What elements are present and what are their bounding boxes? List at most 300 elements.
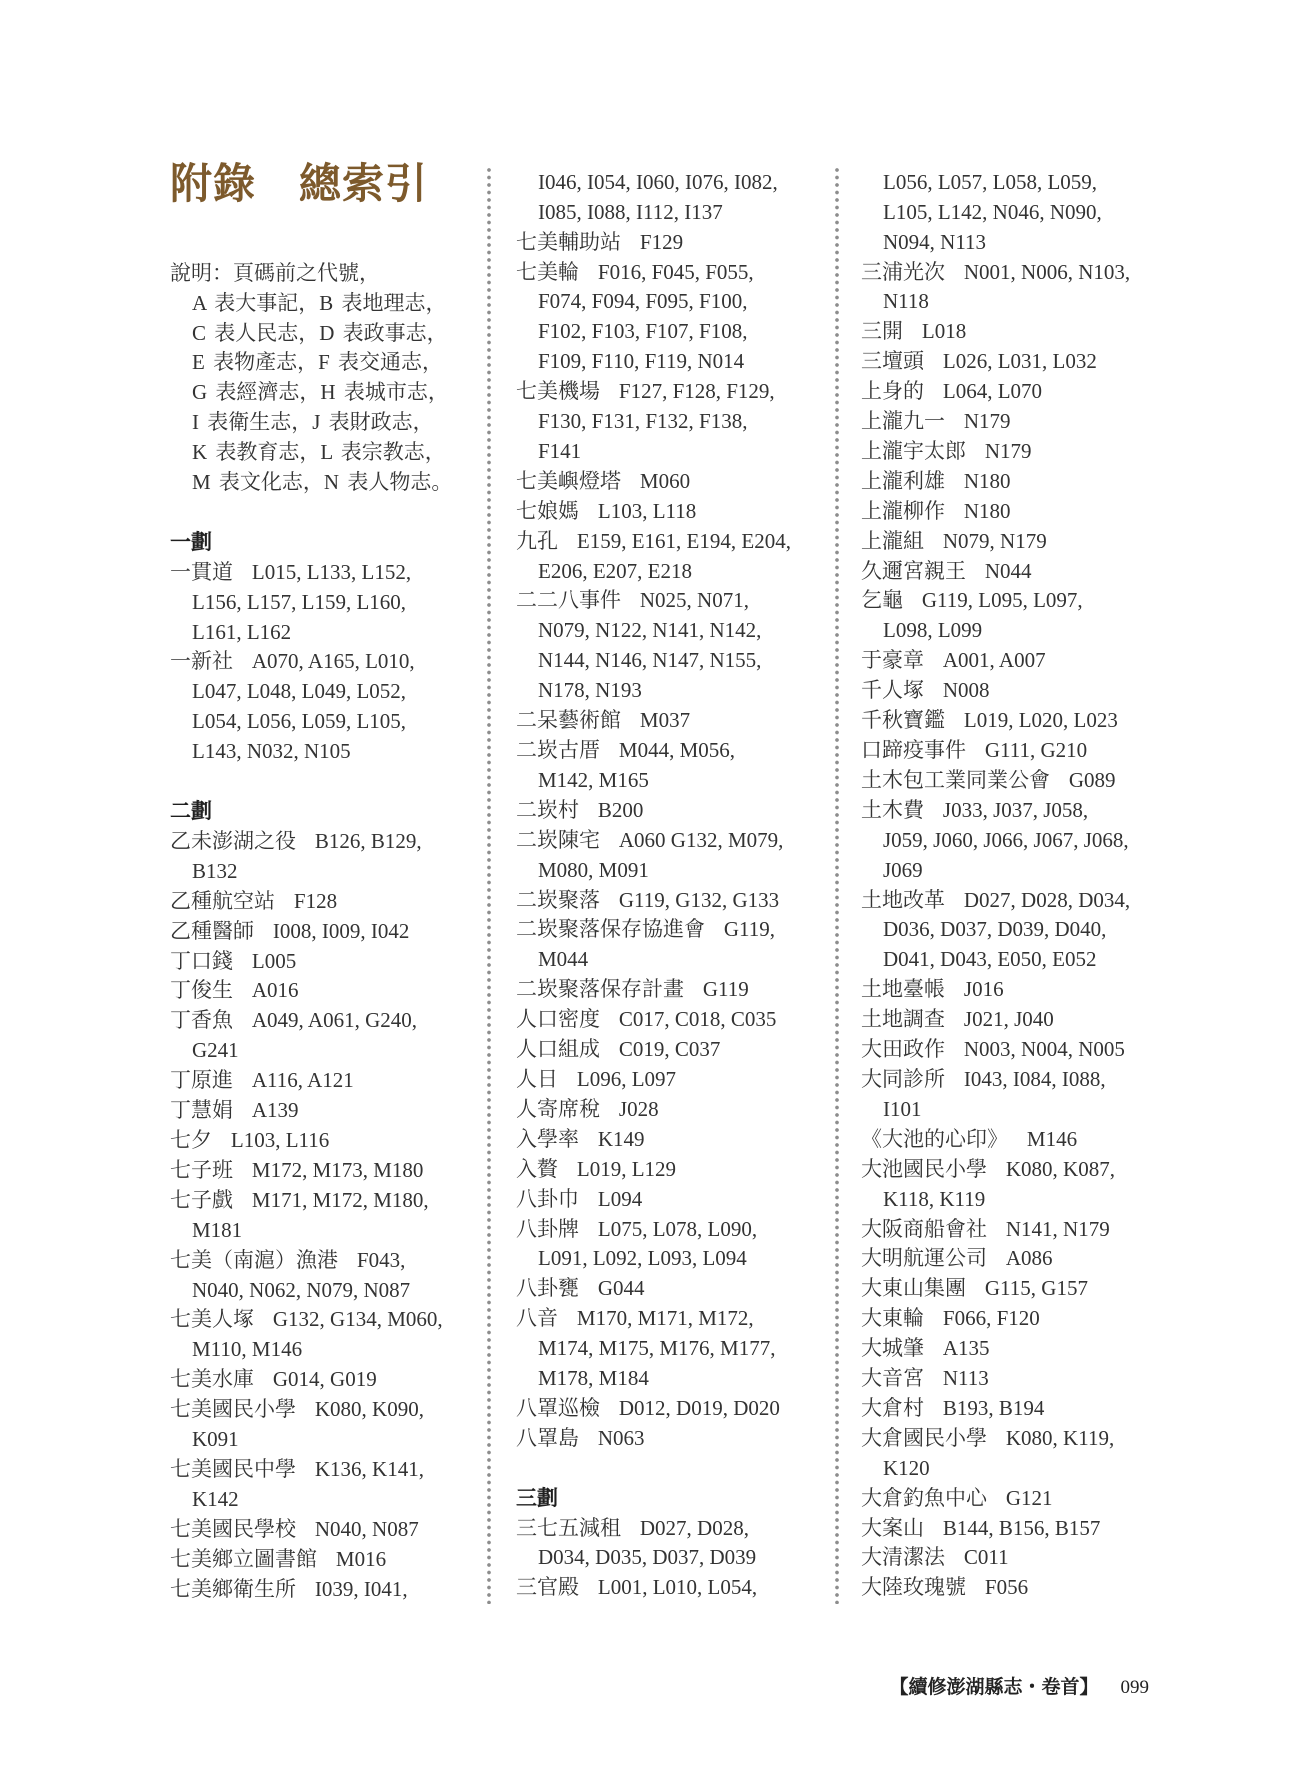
entry-line <box>170 917 470 947</box>
entry-term: 一新社 <box>170 649 233 674</box>
legend-intro: 說明：頁碼前之代號， <box>170 260 380 285</box>
entry-line <box>170 1246 470 1276</box>
entry-page-refs: I085, I088, I112, I137 <box>538 199 723 224</box>
entry-term: 大清潔法 <box>861 1545 945 1570</box>
entry-line <box>861 945 1151 975</box>
index-entry <box>516 228 816 258</box>
entry-line <box>516 1543 816 1573</box>
entry-line <box>170 976 470 1006</box>
entry-page-refs: N079, N179 <box>942 528 1047 553</box>
entry-line <box>861 1185 1151 1215</box>
entry-page-refs: K091 <box>192 1427 239 1452</box>
entry-page-refs: I039, I041, <box>314 1576 408 1601</box>
entry-page-refs: N040, N062, N079, N087 <box>192 1277 411 1302</box>
entry-page-refs: E206, E207, E218 <box>538 558 692 583</box>
index-entry <box>516 826 816 886</box>
index-entry <box>861 766 1151 796</box>
entry-page-refs: J033, J037, J058, <box>942 797 1089 822</box>
entry-line <box>861 915 1151 945</box>
entry-line <box>861 1484 1151 1514</box>
entry-page-refs: A139 <box>251 1098 299 1123</box>
entry-line <box>861 676 1151 706</box>
entry-page-refs: M044 <box>538 947 589 972</box>
entry-term: 大田政作 <box>861 1037 945 1062</box>
index-entry <box>516 796 816 826</box>
entry-page-refs: G119 <box>702 977 749 1002</box>
entry-line <box>861 1454 1151 1484</box>
entry-line <box>861 646 1151 676</box>
entry-term: 七美鄉衛生所 <box>170 1576 296 1601</box>
entry-term: 七娘媽 <box>516 498 579 523</box>
entry-page-refs: L105, L142, N046, N090, <box>883 199 1102 224</box>
entry-line <box>170 1395 470 1425</box>
entry-page-refs: N001, N006, N103, <box>963 259 1131 284</box>
entry-page-refs: L091, L092, L093, L094 <box>538 1246 747 1271</box>
index-entry <box>861 527 1151 557</box>
entry-term: 七美國民學校 <box>170 1516 296 1541</box>
entry-term: 口蹄疫事件 <box>861 738 966 763</box>
entry-line <box>861 258 1151 288</box>
index-entry <box>170 1365 470 1395</box>
entry-line <box>170 1126 470 1156</box>
entry-term: 大同診所 <box>861 1066 945 1091</box>
entry-page-refs: D034, D035, D037, D039 <box>538 1545 757 1570</box>
entry-page-refs: A016 <box>251 978 299 1003</box>
entry-page-refs: A116, A121 <box>251 1068 354 1093</box>
legend-line: C 表人民志，D 表政事志， <box>192 320 448 345</box>
index-entry <box>516 467 816 497</box>
index-entry <box>861 557 1151 587</box>
entry-term: 《大池的心印》 <box>861 1126 1008 1151</box>
entry-line <box>170 588 470 618</box>
entry-term: 七美人塚 <box>170 1307 254 1332</box>
entry-page-refs: F102, F103, F107, F108, <box>538 319 748 344</box>
entry-page-refs: N179 <box>963 409 1011 434</box>
legend-line: M 表文化志，N 表人物志。 <box>192 470 453 495</box>
entry-page-refs: K149 <box>597 1126 645 1151</box>
index-entry <box>516 1573 816 1603</box>
entry-line <box>861 1543 1151 1573</box>
entry-line <box>170 558 470 588</box>
entry-line <box>170 1066 470 1096</box>
index-entry-continued <box>516 168 816 228</box>
entry-page-refs: F128 <box>293 888 338 913</box>
entry-page-refs: L143, N032, N105 <box>192 739 351 764</box>
entry-term: 七美國民中學 <box>170 1456 296 1481</box>
page-title: 附錄 總索引 <box>170 162 429 208</box>
entry-term: 二崁村 <box>516 797 579 822</box>
index-entry <box>170 1156 470 1186</box>
index-entry <box>516 1065 816 1095</box>
entry-line <box>516 557 816 587</box>
column-divider <box>835 168 839 1604</box>
entry-line <box>170 1156 470 1186</box>
legend-line: K 表教育志，L 表宗教志， <box>192 440 446 465</box>
entry-term: 大明航運公司 <box>861 1246 987 1271</box>
entry-term: 七夕 <box>170 1127 212 1152</box>
entry-line <box>861 527 1151 557</box>
entry-line <box>170 1305 470 1335</box>
entry-term: 大陸玫瑰號 <box>861 1575 966 1600</box>
entry-page-refs: A049, A061, G240, <box>251 1008 417 1033</box>
code-legend <box>170 259 470 498</box>
entry-line <box>170 1096 470 1126</box>
entry-page-refs: L019, L020, L023 <box>963 708 1118 733</box>
index-entry <box>516 1005 816 1035</box>
index-entry <box>170 917 470 947</box>
index-entry <box>861 796 1151 886</box>
legend-line: G 表經濟志，H 表城市志， <box>192 380 449 405</box>
entry-page-refs: L103, L116 <box>230 1127 330 1152</box>
entry-page-refs: N180 <box>963 498 1011 523</box>
entry-page-refs: M016 <box>335 1546 387 1571</box>
entry-term: 入學率 <box>516 1126 579 1151</box>
entry-term: 乙未澎湖之役 <box>170 828 296 853</box>
entry-term: 八卦甕 <box>516 1276 579 1301</box>
entry-page-refs: B193, B194 <box>942 1395 1045 1420</box>
entry-line <box>516 1185 816 1215</box>
entry-line <box>861 557 1151 587</box>
entry-page-refs: M174, M175, M176, M177, <box>538 1336 776 1361</box>
entry-page-refs: N040, N087 <box>314 1516 419 1541</box>
index-entry <box>516 1215 816 1275</box>
entry-page-refs: G014, G019 <box>272 1367 377 1392</box>
entry-term: 大倉釣魚中心 <box>861 1485 987 1510</box>
index-entry <box>861 1424 1151 1484</box>
entry-term: 千秋寶鑑 <box>861 708 945 733</box>
entry-term: 八罩巡檢 <box>516 1395 600 1420</box>
entry-line <box>516 945 816 975</box>
entry-page-refs: L094 <box>597 1186 643 1211</box>
entry-term: 大東山集團 <box>861 1276 966 1301</box>
entry-term: 于豪章 <box>861 648 924 673</box>
entry-line <box>861 1274 1151 1304</box>
entry-page-refs: I101 <box>883 1096 922 1121</box>
entry-line <box>516 1424 816 1454</box>
entry-term: 土木費 <box>861 797 924 822</box>
entry-page-refs: G089 <box>1068 767 1116 792</box>
entry-line <box>516 198 816 228</box>
entry-page-refs: I043, I084, I088, <box>963 1066 1106 1091</box>
index-entry <box>516 1125 816 1155</box>
index-entry <box>861 407 1151 437</box>
entry-line <box>170 1575 470 1605</box>
entry-term: 上身的 <box>861 379 924 404</box>
entry-line <box>516 437 816 467</box>
entry-term: 大阪商船會社 <box>861 1216 987 1241</box>
entry-page-refs: F109, F110, F119, N014 <box>538 349 745 374</box>
entry-line <box>516 527 816 557</box>
entry-page-refs: N025, N071, <box>639 588 749 613</box>
entry-page-refs: F074, F094, F095, F100, <box>538 289 748 314</box>
index-entry <box>170 1246 470 1306</box>
index-entry <box>861 676 1151 706</box>
entry-line <box>170 1455 470 1485</box>
index-entry <box>861 706 1151 736</box>
entry-line <box>861 317 1151 347</box>
entry-line <box>861 1095 1151 1125</box>
index-entry <box>516 736 816 796</box>
entry-line <box>170 1425 470 1455</box>
entry-term: 久邇宮親王 <box>861 558 966 583</box>
entry-page-refs: F066, F120 <box>942 1306 1040 1331</box>
entry-page-refs: N141, N179 <box>1005 1216 1110 1241</box>
entry-line <box>861 1424 1151 1454</box>
index-entry <box>861 1484 1151 1514</box>
entry-page-refs: L026, L031, L032 <box>942 349 1097 374</box>
entry-page-refs: L047, L048, L049, L052, <box>192 679 407 704</box>
entry-term: 七美輪 <box>516 259 579 284</box>
entry-line <box>861 377 1151 407</box>
entry-page-refs: G241 <box>192 1038 239 1063</box>
entry-line <box>516 886 816 916</box>
entry-line <box>861 1394 1151 1424</box>
entry-term: 人口組成 <box>516 1037 600 1062</box>
entry-term: 一貫道 <box>170 559 233 584</box>
entry-page-refs: B132 <box>192 858 238 883</box>
entry-page-refs: B126, B129, <box>314 828 422 853</box>
entry-line <box>516 228 816 258</box>
entry-page-refs: M146 <box>1026 1126 1078 1151</box>
entry-page-refs: F043, <box>356 1247 406 1272</box>
entry-term: 丁原進 <box>170 1068 233 1093</box>
entry-term: 三七五減租 <box>516 1515 621 1540</box>
entry-line <box>516 975 816 1005</box>
entry-term: 八卦牌 <box>516 1216 579 1241</box>
index-entry <box>170 827 470 887</box>
index-entry <box>516 1185 816 1215</box>
entry-page-refs: M060 <box>639 468 691 493</box>
index-entry <box>170 1126 470 1156</box>
entry-line <box>861 766 1151 796</box>
index-entry <box>170 1066 470 1096</box>
entry-page-refs: D012, D019, D020 <box>618 1395 780 1420</box>
entry-line <box>170 827 470 857</box>
entry-page-refs: F016, F045, F055, <box>597 259 754 284</box>
entry-page-refs: A086 <box>1005 1246 1053 1271</box>
legend-line: E 表物產志，F 表交通志， <box>192 350 444 375</box>
entry-term: 八音 <box>516 1306 558 1331</box>
entry-line <box>170 887 470 917</box>
index-entry <box>170 1455 470 1515</box>
entry-page-refs: K118, K119 <box>883 1186 986 1211</box>
entry-line <box>516 467 816 497</box>
entry-term: 八卦巾 <box>516 1186 579 1211</box>
index-column-3 <box>861 168 1151 1604</box>
entry-term: 上瀧利雄 <box>861 468 945 493</box>
entry-term: 三壇頭 <box>861 349 924 374</box>
running-title: 【續修澎湖縣志・卷首】 <box>889 1677 1099 1698</box>
index-entry <box>861 377 1151 407</box>
entry-line <box>170 737 470 767</box>
index-column-2 <box>516 168 816 1604</box>
index-entry <box>516 1394 816 1424</box>
index-entry <box>170 976 470 1006</box>
entry-page-refs: J021, J040 <box>963 1007 1054 1032</box>
entry-line <box>170 707 470 737</box>
entry-line <box>516 1095 816 1125</box>
entry-page-refs: D041, D043, E050, E052 <box>883 947 1097 972</box>
entry-page-refs: L005 <box>251 948 297 973</box>
entry-line <box>516 1514 816 1544</box>
entry-term: 三開 <box>861 319 903 344</box>
entry-line <box>516 377 816 407</box>
entry-term: 七美輔助站 <box>516 229 621 254</box>
entry-term: 丁香魚 <box>170 1008 233 1033</box>
entry-term: 八罩島 <box>516 1425 579 1450</box>
entry-line <box>861 228 1151 258</box>
index-entry <box>861 646 1151 676</box>
entry-page-refs: L075, L078, L090, <box>597 1216 758 1241</box>
entry-line <box>516 766 816 796</box>
index-entry <box>861 1244 1151 1274</box>
entry-line <box>170 947 470 977</box>
index-entry <box>516 1304 816 1394</box>
entry-page-refs: A060 G132, M079, <box>618 827 784 852</box>
entry-line <box>861 736 1151 766</box>
entry-term: 土地改革 <box>861 887 945 912</box>
index-entry <box>861 586 1151 646</box>
index-entry <box>861 886 1151 976</box>
entry-line <box>516 1035 816 1065</box>
index-entry <box>861 1005 1151 1035</box>
entry-line <box>861 437 1151 467</box>
entry-page-refs: G111, G210 <box>984 738 1088 763</box>
entry-line <box>516 856 816 886</box>
index-entry <box>516 586 816 706</box>
entry-line <box>861 975 1151 1005</box>
entry-page-refs: G044 <box>597 1276 645 1301</box>
entry-page-refs: N180 <box>963 468 1011 493</box>
entry-page-refs: M178, M184 <box>538 1366 649 1391</box>
entry-term: 大案山 <box>861 1515 924 1540</box>
entry-page-refs: L098, L099 <box>883 618 983 643</box>
entry-line <box>516 168 816 198</box>
page-number: 099 <box>1120 1677 1149 1698</box>
index-entry <box>861 1304 1151 1334</box>
index-entry <box>861 1215 1151 1245</box>
entry-term: 大東輪 <box>861 1306 924 1331</box>
index-column-1 <box>170 259 470 1605</box>
stroke-count-heading: 二劃 <box>170 799 212 823</box>
index-entry <box>861 347 1151 377</box>
entry-page-refs: G121 <box>1005 1485 1053 1510</box>
entry-line <box>861 1573 1151 1603</box>
index-entry <box>861 497 1151 527</box>
entry-page-refs: N063 <box>597 1425 645 1450</box>
entry-term: 二呆藝術館 <box>516 708 621 733</box>
entry-page-refs: N179 <box>984 438 1032 463</box>
entry-page-refs: A135 <box>942 1336 990 1361</box>
entry-page-refs: M110, M146 <box>192 1337 303 1362</box>
entry-page-refs: G119, <box>723 917 776 942</box>
index-entry <box>516 706 816 736</box>
entry-line <box>516 586 816 616</box>
entry-page-refs: G132, G134, M060, <box>272 1307 443 1332</box>
entry-page-refs: F130, F131, F132, F138, <box>538 409 748 434</box>
entry-page-refs: L018 <box>921 319 967 344</box>
entry-line <box>516 1005 816 1035</box>
entry-term: 大音宮 <box>861 1366 924 1391</box>
entry-page-refs: F129 <box>639 229 684 254</box>
entry-line <box>170 1186 470 1216</box>
index-entry <box>170 1575 470 1605</box>
index-entry <box>861 1155 1151 1215</box>
entry-term: 人寄席稅 <box>516 1096 600 1121</box>
index-entry <box>516 1424 816 1454</box>
entry-line <box>861 1155 1151 1185</box>
stroke-count-heading: 一劃 <box>170 529 212 554</box>
entry-line <box>170 1335 470 1365</box>
entry-term: 七子戲 <box>170 1187 233 1212</box>
entry-term: 七美水庫 <box>170 1367 254 1392</box>
entry-line <box>516 1274 816 1304</box>
entry-line <box>516 1215 816 1245</box>
entry-page-refs: D036, D037, D039, D040, <box>883 917 1107 942</box>
entry-page-refs: C019, C037 <box>618 1037 721 1062</box>
entry-page-refs: K120 <box>883 1455 930 1480</box>
entry-term: 土木包工業同業公會 <box>861 767 1050 792</box>
index-entry <box>861 317 1151 347</box>
entry-term: 大池國民小學 <box>861 1156 987 1181</box>
entry-line <box>861 467 1151 497</box>
entry-line <box>170 1006 470 1036</box>
entry-line <box>516 1394 816 1424</box>
entry-page-refs: M172, M173, M180 <box>251 1157 424 1182</box>
index-entry <box>861 1514 1151 1544</box>
entry-page-refs: M171, M172, M180, <box>251 1187 429 1212</box>
entry-page-refs: N094, N113 <box>883 229 987 254</box>
entry-term: 七美國民小學 <box>170 1397 296 1422</box>
index-entry <box>516 377 816 467</box>
entry-term: 九孔 <box>516 528 558 553</box>
entry-page-refs: N118 <box>883 289 929 314</box>
entry-line <box>861 1035 1151 1065</box>
entry-term: 上瀧宇太郎 <box>861 438 966 463</box>
entry-page-refs: F141 <box>538 438 582 463</box>
entry-line <box>170 1216 470 1246</box>
entry-line <box>516 1573 816 1603</box>
index-entry <box>170 1545 470 1575</box>
entry-page-refs: K080, K119, <box>1005 1425 1115 1450</box>
index-entry <box>170 1096 470 1126</box>
index-entry <box>170 947 470 977</box>
index-entry <box>861 437 1151 467</box>
entry-term: 丁口錢 <box>170 948 233 973</box>
entry-page-refs: M170, M171, M172, <box>576 1306 754 1331</box>
entry-term: 上瀧柳作 <box>861 498 945 523</box>
entry-line <box>861 886 1151 916</box>
entry-line <box>170 647 470 677</box>
entry-line <box>516 497 816 527</box>
index-entry <box>516 258 816 378</box>
entry-line <box>516 1125 816 1155</box>
index-entry <box>170 558 470 648</box>
entry-page-refs: F056 <box>984 1575 1029 1600</box>
entry-term: 大倉村 <box>861 1395 924 1420</box>
entry-line <box>516 287 816 317</box>
entry-page-refs: L001, L010, L054, <box>597 1575 758 1600</box>
entry-page-refs: M181 <box>192 1217 243 1242</box>
entry-line <box>170 1485 470 1515</box>
entry-line <box>170 1276 470 1306</box>
entry-page-refs: C011 <box>963 1545 1009 1570</box>
entry-line <box>861 706 1151 736</box>
page-footer <box>889 1674 1149 1702</box>
entry-line <box>861 1514 1151 1544</box>
index-entry <box>861 1065 1151 1125</box>
entry-page-refs: N008 <box>942 678 990 703</box>
